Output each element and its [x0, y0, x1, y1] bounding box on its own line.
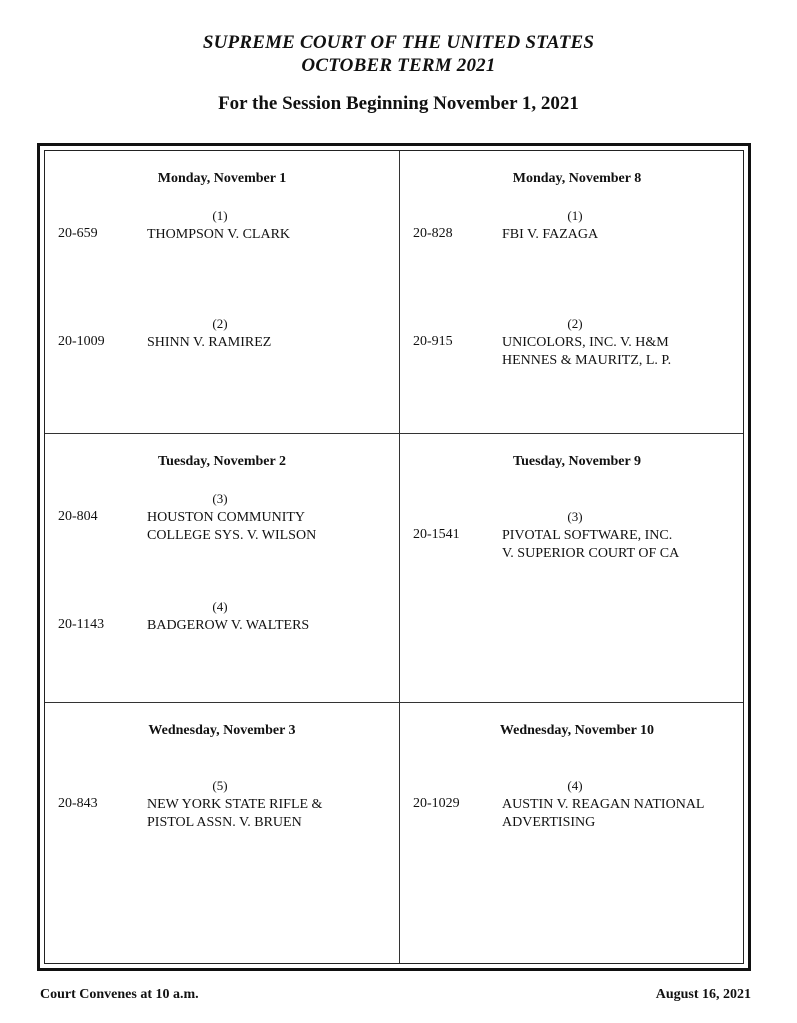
case-number: 20-843 — [58, 796, 98, 811]
case-name: SHINN V. RAMIREZ — [147, 335, 272, 350]
case-sequence: (2) — [212, 316, 228, 331]
court-title: SUPREME COURT OF THE UNITED STATES — [202, 32, 595, 53]
case-sequence: (1) — [567, 208, 583, 223]
case-name: UNICOLORS, INC. V. H&M HENNES & MAURITZ, L. P. — [502, 335, 672, 368]
day-heading: Tuesday, November 2 — [158, 454, 286, 469]
case-sequence: (3) — [212, 491, 228, 506]
case-sequence: (1) — [212, 208, 228, 223]
calendar-frame — [37, 143, 751, 971]
day-cell-monday-nov-1 — [45, 151, 399, 433]
day-heading: Tuesday, November 9 — [513, 454, 641, 469]
court-convenes-note: Court Convenes at 10 a.m. — [40, 987, 199, 1002]
case-sequence: (3) — [567, 509, 583, 524]
case-number: 20-828 — [413, 226, 453, 241]
case-name: FBI V. FAZAGA — [502, 227, 599, 242]
case-name: PIVOTAL SOFTWARE, INC. V. SUPERIOR COURT OF CA — [502, 528, 680, 561]
case-name: THOMPSON V. CLARK — [147, 227, 291, 242]
case-number: 20-1541 — [413, 527, 460, 542]
case-name: AUSTIN V. REAGAN NATIONAL ADVERTISING — [502, 797, 705, 830]
issue-date: August 16, 2021 — [655, 987, 751, 1002]
day-cell-tuesday-nov-9 — [400, 434, 754, 702]
day-heading: Wednesday, November 3 — [148, 723, 296, 738]
case-number: 20-915 — [413, 334, 453, 349]
case-number: 20-1009 — [58, 334, 105, 349]
case-sequence: (2) — [567, 316, 583, 331]
case-sequence: (5) — [212, 778, 228, 793]
case-number: 20-1143 — [58, 617, 105, 632]
day-heading: Monday, November 1 — [157, 171, 287, 186]
case-sequence: (4) — [567, 778, 583, 793]
case-name: BADGEROW V. WALTERS — [147, 618, 310, 633]
case-name: NEW YORK STATE RIFLE & PISTOL ASSN. V. BRUEN — [147, 797, 323, 830]
case-sequence: (4) — [212, 599, 228, 614]
case-name: HOUSTON COMMUNITY COLLEGE SYS. V. WILSON — [147, 510, 317, 543]
term-title: OCTOBER TERM 2021 — [301, 55, 496, 76]
day-heading: Wednesday, November 10 — [499, 723, 655, 738]
session-title: For the Session Beginning November 1, 2021 — [218, 93, 579, 114]
day-cell-monday-nov-8 — [400, 151, 754, 433]
day-cell-tuesday-nov-2 — [45, 434, 399, 702]
case-number: 20-659 — [58, 226, 98, 241]
case-number: 20-1029 — [413, 796, 460, 811]
case-number: 20-804 — [58, 509, 98, 524]
calendar-grid — [44, 150, 744, 964]
day-heading: Monday, November 8 — [512, 171, 642, 186]
day-cell-wednesday-nov-10 — [400, 703, 754, 966]
day-cell-wednesday-nov-3 — [45, 703, 399, 966]
